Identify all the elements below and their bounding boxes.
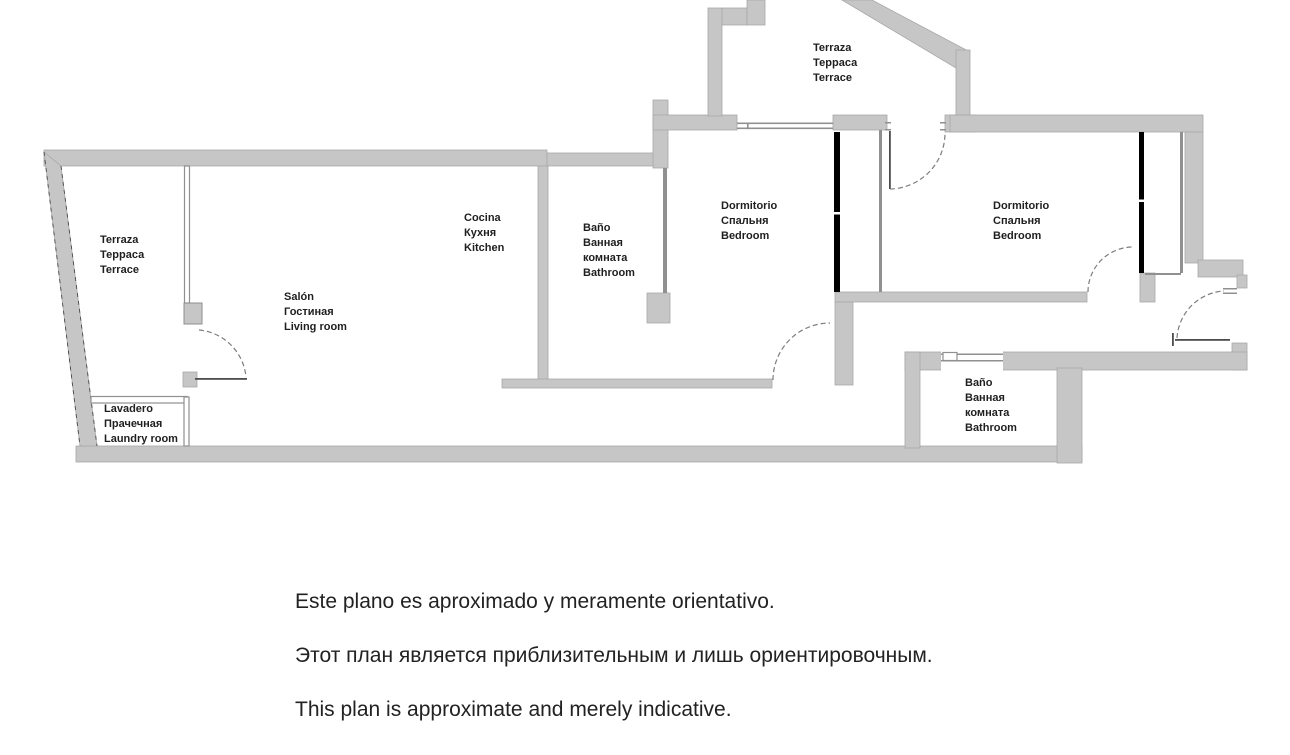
- terrace-divider-wall: [185, 166, 190, 303]
- room-label-line: Прачечная: [104, 418, 163, 430]
- room-label-line: Кухня: [464, 227, 497, 239]
- room-label-line: Bathroom: [583, 267, 635, 279]
- door-leaf: [889, 131, 891, 189]
- wardrobe1-door: [834, 215, 840, 293]
- room-label-line: Dormitorio: [993, 200, 1050, 212]
- room-label-line: Salón: [284, 291, 314, 303]
- terrace-window: [737, 123, 833, 130]
- room-label-line: комната: [965, 407, 1010, 419]
- room-label-line: Bathroom: [965, 422, 1017, 434]
- room-label-line: Living room: [284, 321, 347, 333]
- room-label-line: Terraza: [100, 234, 139, 246]
- room-label-line: Terraza: [813, 42, 852, 54]
- laundry-right-wall: [184, 397, 189, 446]
- door-arc: [199, 330, 246, 377]
- room-label-line: Kitchen: [464, 242, 505, 254]
- entrance-door-leaf: [1175, 339, 1230, 341]
- room-label-line: Baño: [583, 222, 611, 234]
- pillar-box: [184, 303, 202, 324]
- disclaimer-russian: Этот план является приблизительным и лишь ориентировочным.: [295, 644, 933, 667]
- room-label-kitchen: [464, 211, 504, 256]
- door-arc: [1088, 247, 1133, 292]
- door-arc: [773, 323, 830, 380]
- bathroom2-window: [941, 351, 1003, 371]
- room-label-line: Baño: [965, 377, 993, 389]
- room-label-line: Terrace: [813, 72, 852, 84]
- room-label-line: Terrace: [100, 264, 139, 276]
- walls-group: [44, 0, 1247, 463]
- room-label-line: Dormitorio: [721, 200, 778, 212]
- room-label-living-room: [284, 290, 347, 335]
- room-label-line: Bedroom: [721, 230, 770, 242]
- room-label-line: Спальня: [993, 215, 1041, 227]
- room-label-line: Ванная: [583, 237, 623, 249]
- room-label-terrace-left: [100, 233, 144, 278]
- doors-group: [195, 131, 1230, 380]
- disclaimer-spanish: Este plano es aproximado y meramente orientativo.: [295, 590, 775, 613]
- partitions-group: [91, 130, 1183, 446]
- entrance-door-stop: [1172, 333, 1174, 346]
- room-label-line: Спальня: [721, 215, 769, 227]
- room-label-bathroom-2: [965, 376, 1017, 436]
- room-label-line: комната: [583, 252, 628, 264]
- room-label-laundry: [104, 402, 178, 447]
- room-label-line: Ванная: [965, 392, 1005, 404]
- windows-group: [737, 122, 1237, 371]
- room-label-line: Laundry room: [104, 433, 178, 445]
- room-label-line: Lavadero: [104, 403, 153, 415]
- room-label-bathroom-1: [583, 221, 635, 281]
- room-label-line: Терраса: [813, 57, 858, 69]
- wardrobe1-door: [834, 132, 840, 212]
- room-label-line: Терраса: [100, 249, 145, 261]
- room-label-bedroom-1: [721, 199, 777, 244]
- disclaimer-english: This plan is approximate and merely indicative.: [295, 698, 732, 721]
- door-arc: [890, 133, 945, 189]
- room-label-terrace-top: [813, 41, 857, 86]
- door-leaf: [195, 378, 247, 380]
- wardrobe2-door: [1139, 202, 1144, 273]
- room-label-bedroom-2: [993, 199, 1049, 244]
- room-label-line: Bedroom: [993, 230, 1042, 242]
- wardrobe2-door: [1139, 132, 1144, 200]
- room-label-line: Гостиная: [284, 306, 334, 318]
- door-arc: [1177, 291, 1224, 338]
- room-label-line: Cocina: [464, 212, 501, 224]
